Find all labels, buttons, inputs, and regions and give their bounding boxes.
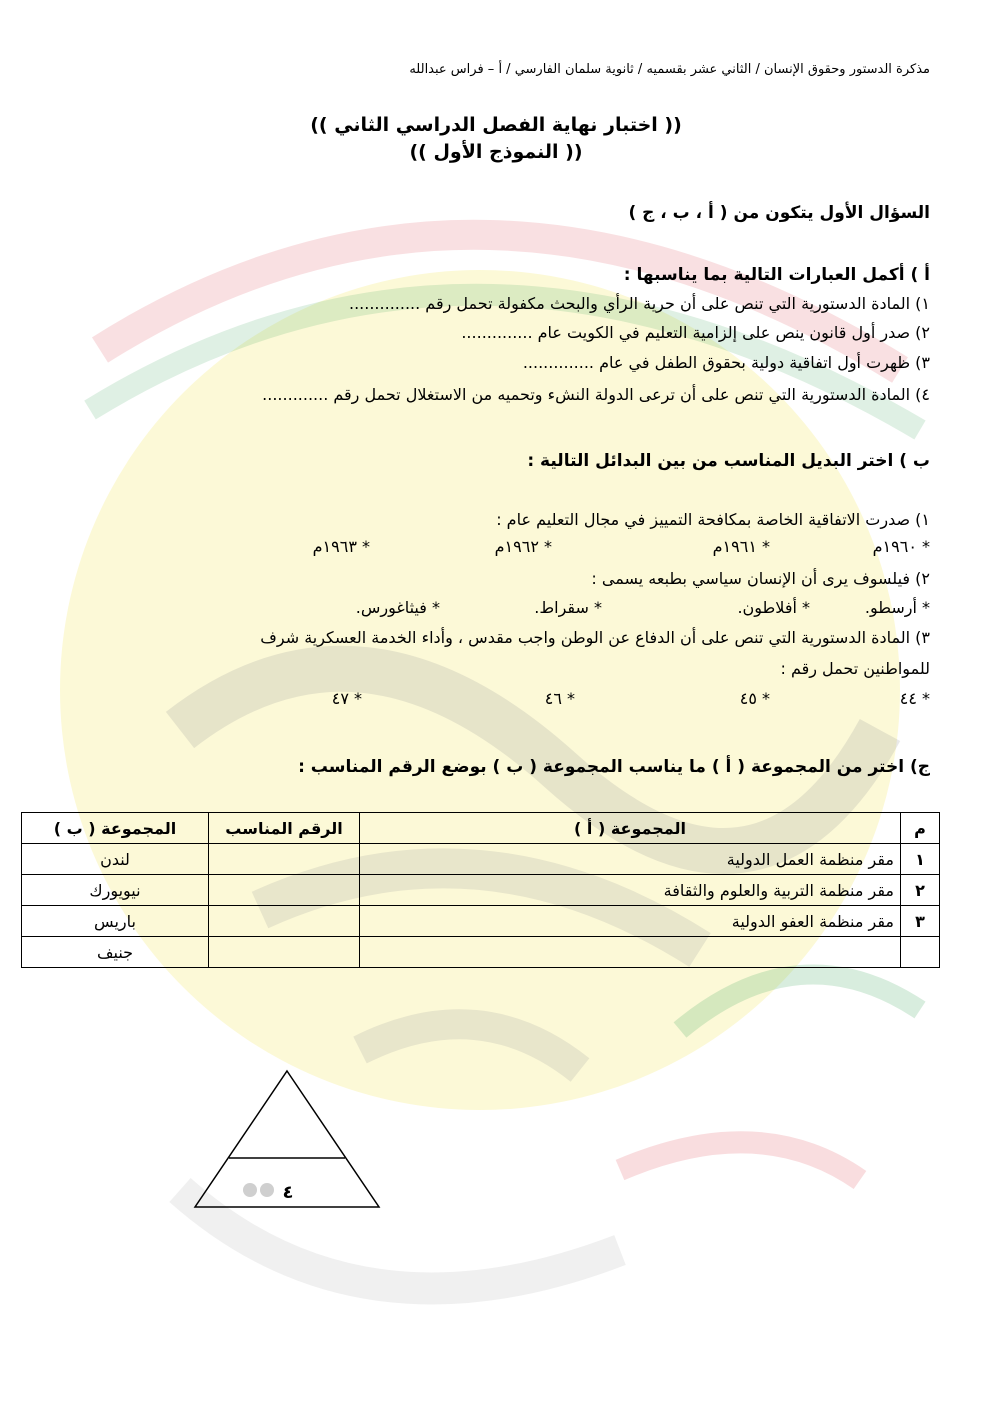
- part-b-question-3-options: [60, 689, 930, 713]
- option: * ٤٥: [739, 689, 770, 708]
- option: * فيثاغورس.: [355, 598, 440, 617]
- part-b-question-1: ١) صدرت الاتفاقية الخاصة بمكافحة التمييز في مجال التعليم عام :: [496, 510, 930, 529]
- table-row: [22, 844, 940, 875]
- option: * أفلاطون.: [737, 598, 810, 617]
- table-row: [22, 906, 940, 937]
- group-a-cell: مقر منظمة العمل الدولية: [360, 844, 901, 875]
- header-group-a: المجموعة ( أ ): [360, 813, 901, 844]
- part-a-item-2: ٢) صدر أول قانون ينص على إلزامية التعليم في الكويت عام ..............: [461, 323, 930, 342]
- part-a-item-4: ٤) المادة الدستورية التي تنص على أن ترعى الدولة النشء وتحميه من الاستغلال تحمل رقم .............: [262, 385, 930, 404]
- group-a-cell: مقر منظمة العفو الدولية: [360, 906, 901, 937]
- part-b-question-2: ٢) فيلسوف يرى أن الإنسان سياسي بطبعه يسمى :: [591, 569, 930, 588]
- answer-number-cell[interactable]: [209, 875, 360, 906]
- group-b-cell: نيويورك: [22, 875, 209, 906]
- header-m: م: [901, 813, 940, 844]
- option: * سقراط.: [534, 598, 602, 617]
- part-b-heading: ب ) اختر البديل المناسب من بين البدائل التالية :: [527, 451, 930, 471]
- group-b-cell: جنيف: [22, 937, 209, 968]
- group-b-cell: باريس: [22, 906, 209, 937]
- matching-table: [21, 812, 940, 968]
- part-c-heading: ج) اختر من المجموعة ( أ ) ما يناسب المجموعة ( ب ) بوضع الرقم المناسب :: [298, 757, 930, 777]
- row-number: [901, 937, 940, 968]
- table-row: [22, 875, 940, 906]
- row-number: ٢: [901, 875, 940, 906]
- answer-number-cell[interactable]: [209, 844, 360, 875]
- answer-number-cell[interactable]: [209, 906, 360, 937]
- answer-number-cell[interactable]: [209, 937, 360, 968]
- page-number: ٤: [282, 1182, 294, 1203]
- option: * ١٩٦٢م: [494, 537, 552, 556]
- pyramid-dot: [243, 1183, 257, 1197]
- part-b-question-1-options: [60, 537, 930, 561]
- group-a-cell: مقر منظمة التربية والعلوم والثقافة: [360, 875, 901, 906]
- part-b-question-3-line-2: للمواطنين تحمل رقم :: [780, 659, 930, 678]
- exam-title: (( اختبار نهاية الفصل الدراسي الثاني )): [310, 114, 682, 136]
- part-a-heading: أ ) أكمل العبارات التالية بما يناسبها :: [623, 265, 930, 285]
- option: * ٤٧: [331, 689, 362, 708]
- pyramid-dot: [260, 1183, 274, 1197]
- header-number: الرقم المناسب: [209, 813, 360, 844]
- group-a-cell: [360, 937, 901, 968]
- page-header: مذكرة الدستور وحقوق الإنسان / الثاني عشر بقسميه / ثانوية سلمان الفارسي / أ – فراس عبدالله: [409, 62, 930, 77]
- table-header-row: [22, 813, 940, 844]
- group-b-cell: لندن: [22, 844, 209, 875]
- part-a-item-3: ٣) ظهرت أول اتفاقية دولية بحقوق الطفل في عام ..............: [522, 353, 930, 372]
- row-number: ١: [901, 844, 940, 875]
- option: * ٤٦: [544, 689, 575, 708]
- option: * أرسطو.: [864, 598, 930, 617]
- table-row: [22, 937, 940, 968]
- row-number: ٣: [901, 906, 940, 937]
- option: * ١٩٦١م: [712, 537, 770, 556]
- option: * ٤٤: [899, 689, 930, 708]
- page-number-pyramid: [192, 1068, 382, 1210]
- option: * ١٩٦٣م: [312, 537, 370, 556]
- part-b-question-2-options: [60, 598, 930, 622]
- question-1-heading: السؤال الأول يتكون من ( أ ، ب ، ج ): [628, 203, 930, 223]
- part-b-question-3-line-1: ٣) المادة الدستورية التي تنص على أن الدفاع عن الوطن واجب مقدس ، وأداء الخدمة العسكرية شرف: [260, 628, 930, 647]
- part-a-item-1: ١) المادة الدستورية التي تنص على أن حرية الرأي والبحث مكفولة تحمل رقم ..............: [349, 294, 930, 313]
- option: * ١٩٦٠م: [872, 537, 930, 556]
- header-group-b: المجموعة ( ب ): [22, 813, 209, 844]
- exam-subtitle: (( النموذج الأول )): [409, 141, 583, 163]
